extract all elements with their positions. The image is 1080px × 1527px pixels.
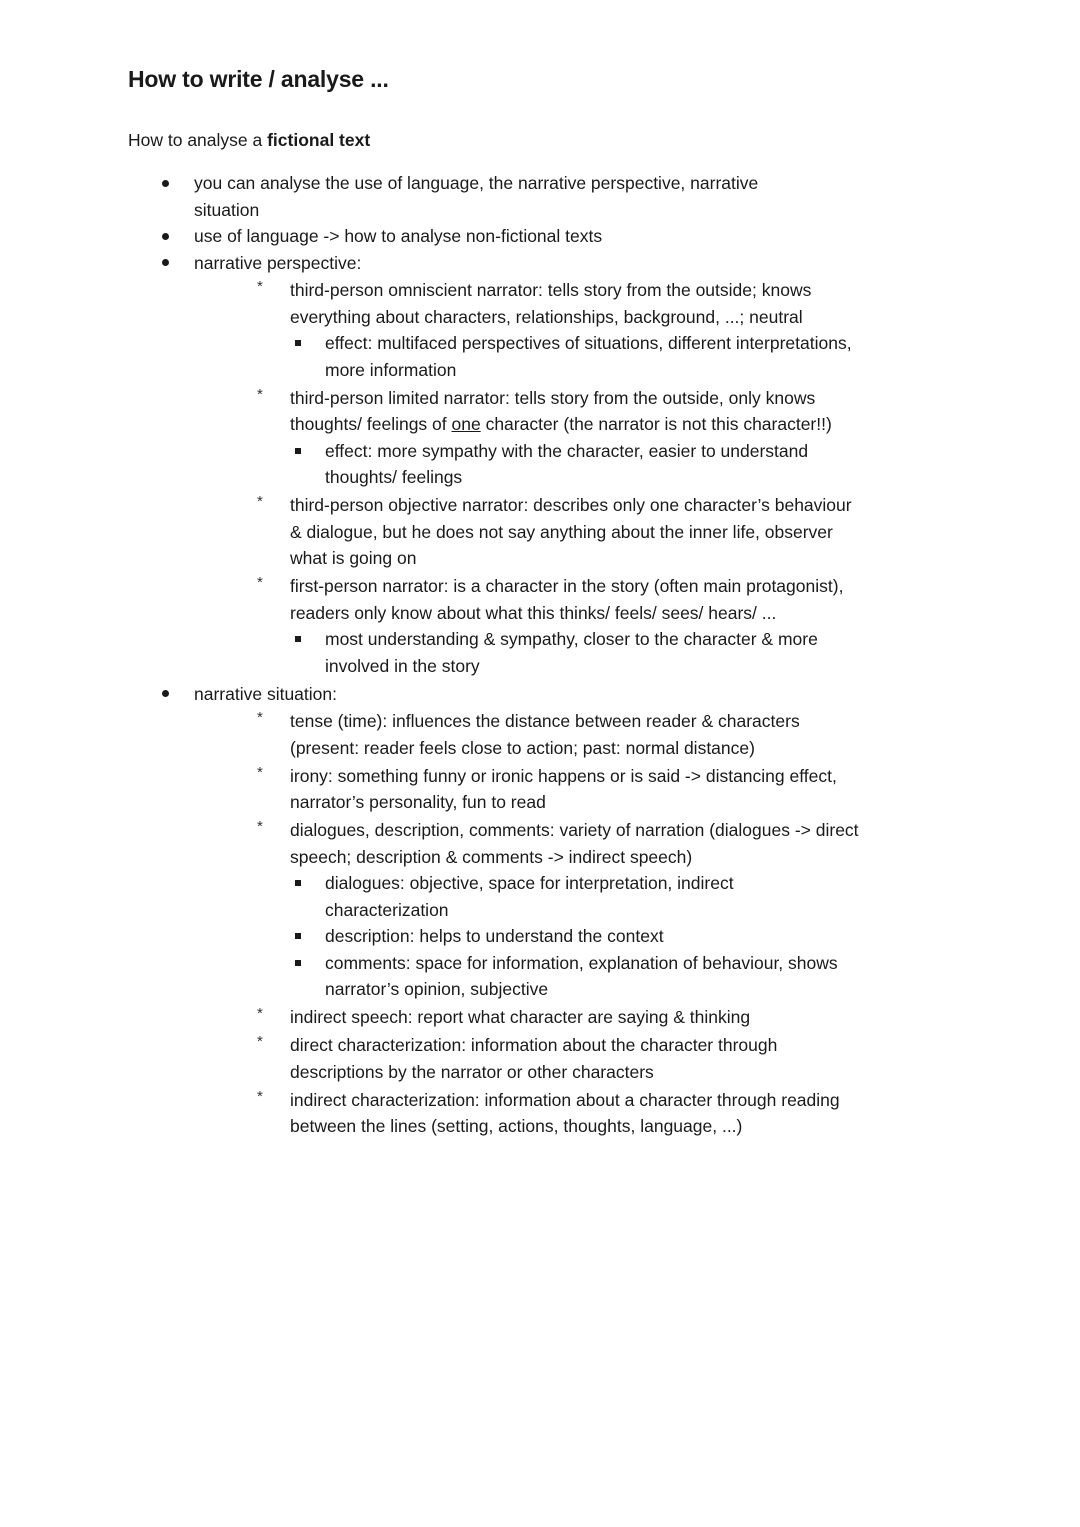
sub-sub-list-item	[325, 626, 855, 679]
sub-sub-list-item-text: most understanding & sympathy, closer to the character & more involved in the story	[325, 629, 818, 676]
sub-list-item	[257, 277, 860, 383]
sub-list-item-text: irony: something funny or ironic happens or is said -> distancing effect, narrator’s personality, fun to read	[290, 765, 837, 812]
sub-sub-list-item-text: comments: space for information, explanation of behaviour, shows narrator’s opinion, subjective	[325, 952, 838, 999]
outline-list	[0, 170, 1080, 1141]
sub-list-item	[257, 817, 860, 1003]
page-title: How to write / analyse ...	[128, 66, 389, 92]
sub-list-item	[257, 1032, 860, 1085]
sub-sub-list-item	[325, 923, 855, 950]
list-item-text: you can analyse the use of language, the narrative perspective, narrative situation	[194, 173, 759, 220]
sub-list-item-text: tense (time): influences the distance between reader & characters (present: reader feels close to action; past: normal distance)	[290, 711, 800, 758]
asterisk-icon: *	[257, 574, 263, 591]
sub-list-item	[257, 1004, 860, 1031]
section-subtitle	[128, 130, 370, 151]
list-item-text: narrative perspective:	[194, 252, 362, 273]
sub-sub-list-item-text: effect: more sympathy with the character, easier to understand thoughts/ feelings	[325, 440, 809, 487]
list-item-text: narrative situation:	[194, 683, 337, 704]
sub-list-item-text: first-person narrator: is a character in the story (often main protagonist), readers only know about what this thinks/ feels/ sees/ hears/ ...	[290, 576, 844, 623]
list-item	[0, 681, 859, 1140]
list-item	[0, 170, 794, 223]
underlined-word: one	[451, 414, 481, 434]
asterisk-icon: *	[257, 1005, 263, 1022]
square-bullet-icon	[295, 933, 301, 939]
bullet-dot-icon	[162, 259, 169, 266]
sub-list-item-text: direct characterization: information about the character through descriptions by the narrator or other characters	[290, 1035, 778, 1082]
square-bullet-icon	[295, 340, 301, 346]
subtitle-bold: fictional text	[267, 130, 371, 150]
asterisk-icon: *	[257, 278, 263, 295]
bullet-dot-icon	[162, 233, 169, 240]
asterisk-icon: *	[257, 818, 263, 835]
sub-list-item-text: indirect speech: report what character are saying & thinking	[290, 1007, 751, 1027]
sub-sub-list-item	[325, 438, 855, 491]
square-bullet-icon	[295, 960, 301, 966]
square-bullet-icon	[295, 636, 301, 642]
asterisk-icon: *	[257, 1033, 263, 1050]
sub-list-item-text	[290, 385, 860, 438]
asterisk-icon: *	[257, 1087, 263, 1105]
sub-sub-list-item-text: description: helps to understand the context	[325, 926, 664, 946]
sub-list-item-text: indirect characterization: information about a character through reading between the lines (setting, actions, thoughts, language, ...)	[290, 1089, 840, 1136]
sub-list-item	[257, 573, 860, 679]
subtitle-prefix: How to analyse a	[128, 130, 268, 150]
text-part: character (the narrator is not this character!!)	[480, 414, 832, 434]
sub-sub-list-item-text: effect: multifaced perspectives of situations, different interpretations, more information	[325, 333, 852, 380]
sub-list-item	[257, 1087, 860, 1140]
sub-list-item	[257, 763, 860, 816]
list-item	[0, 223, 794, 250]
sub-sub-list-item-text: dialogues: objective, space for interpretation, indirect characterization	[325, 873, 734, 920]
list-item	[0, 250, 852, 680]
list-item-text: use of language -> how to analyse non-fictional texts	[194, 226, 603, 246]
sub-list-item	[257, 492, 860, 572]
sub-list-item-text: third-person objective narrator: describes only one character’s behaviour & dialogue, but he does not say anything about the inner life, observer what is going on	[290, 495, 852, 568]
sub-sub-list-item	[325, 950, 855, 1003]
square-bullet-icon	[295, 880, 301, 886]
sub-list-item-text: third-person omniscient narrator: tells story from the outside; knows everything about characters, relationships, background, ...; neutral	[290, 280, 812, 327]
bullet-dot-icon	[162, 690, 169, 697]
asterisk-icon: *	[257, 385, 263, 403]
sub-list-item	[257, 385, 860, 491]
asterisk-icon: *	[257, 493, 263, 510]
sub-list-item-text: dialogues, description, comments: variety of narration (dialogues -> direct speech; description & comments -> indirect speech)	[290, 820, 859, 867]
sub-sub-list-item	[325, 330, 855, 383]
text-part: third-person limited narrator: tells story from the outside, only knows thoughts/ feelings of	[290, 387, 816, 434]
asterisk-icon: *	[257, 763, 263, 781]
sub-sub-list-item	[325, 870, 855, 923]
asterisk-icon: *	[257, 709, 263, 726]
bullet-dot-icon	[162, 180, 169, 187]
square-bullet-icon	[295, 448, 301, 454]
sub-list-item	[257, 708, 860, 761]
